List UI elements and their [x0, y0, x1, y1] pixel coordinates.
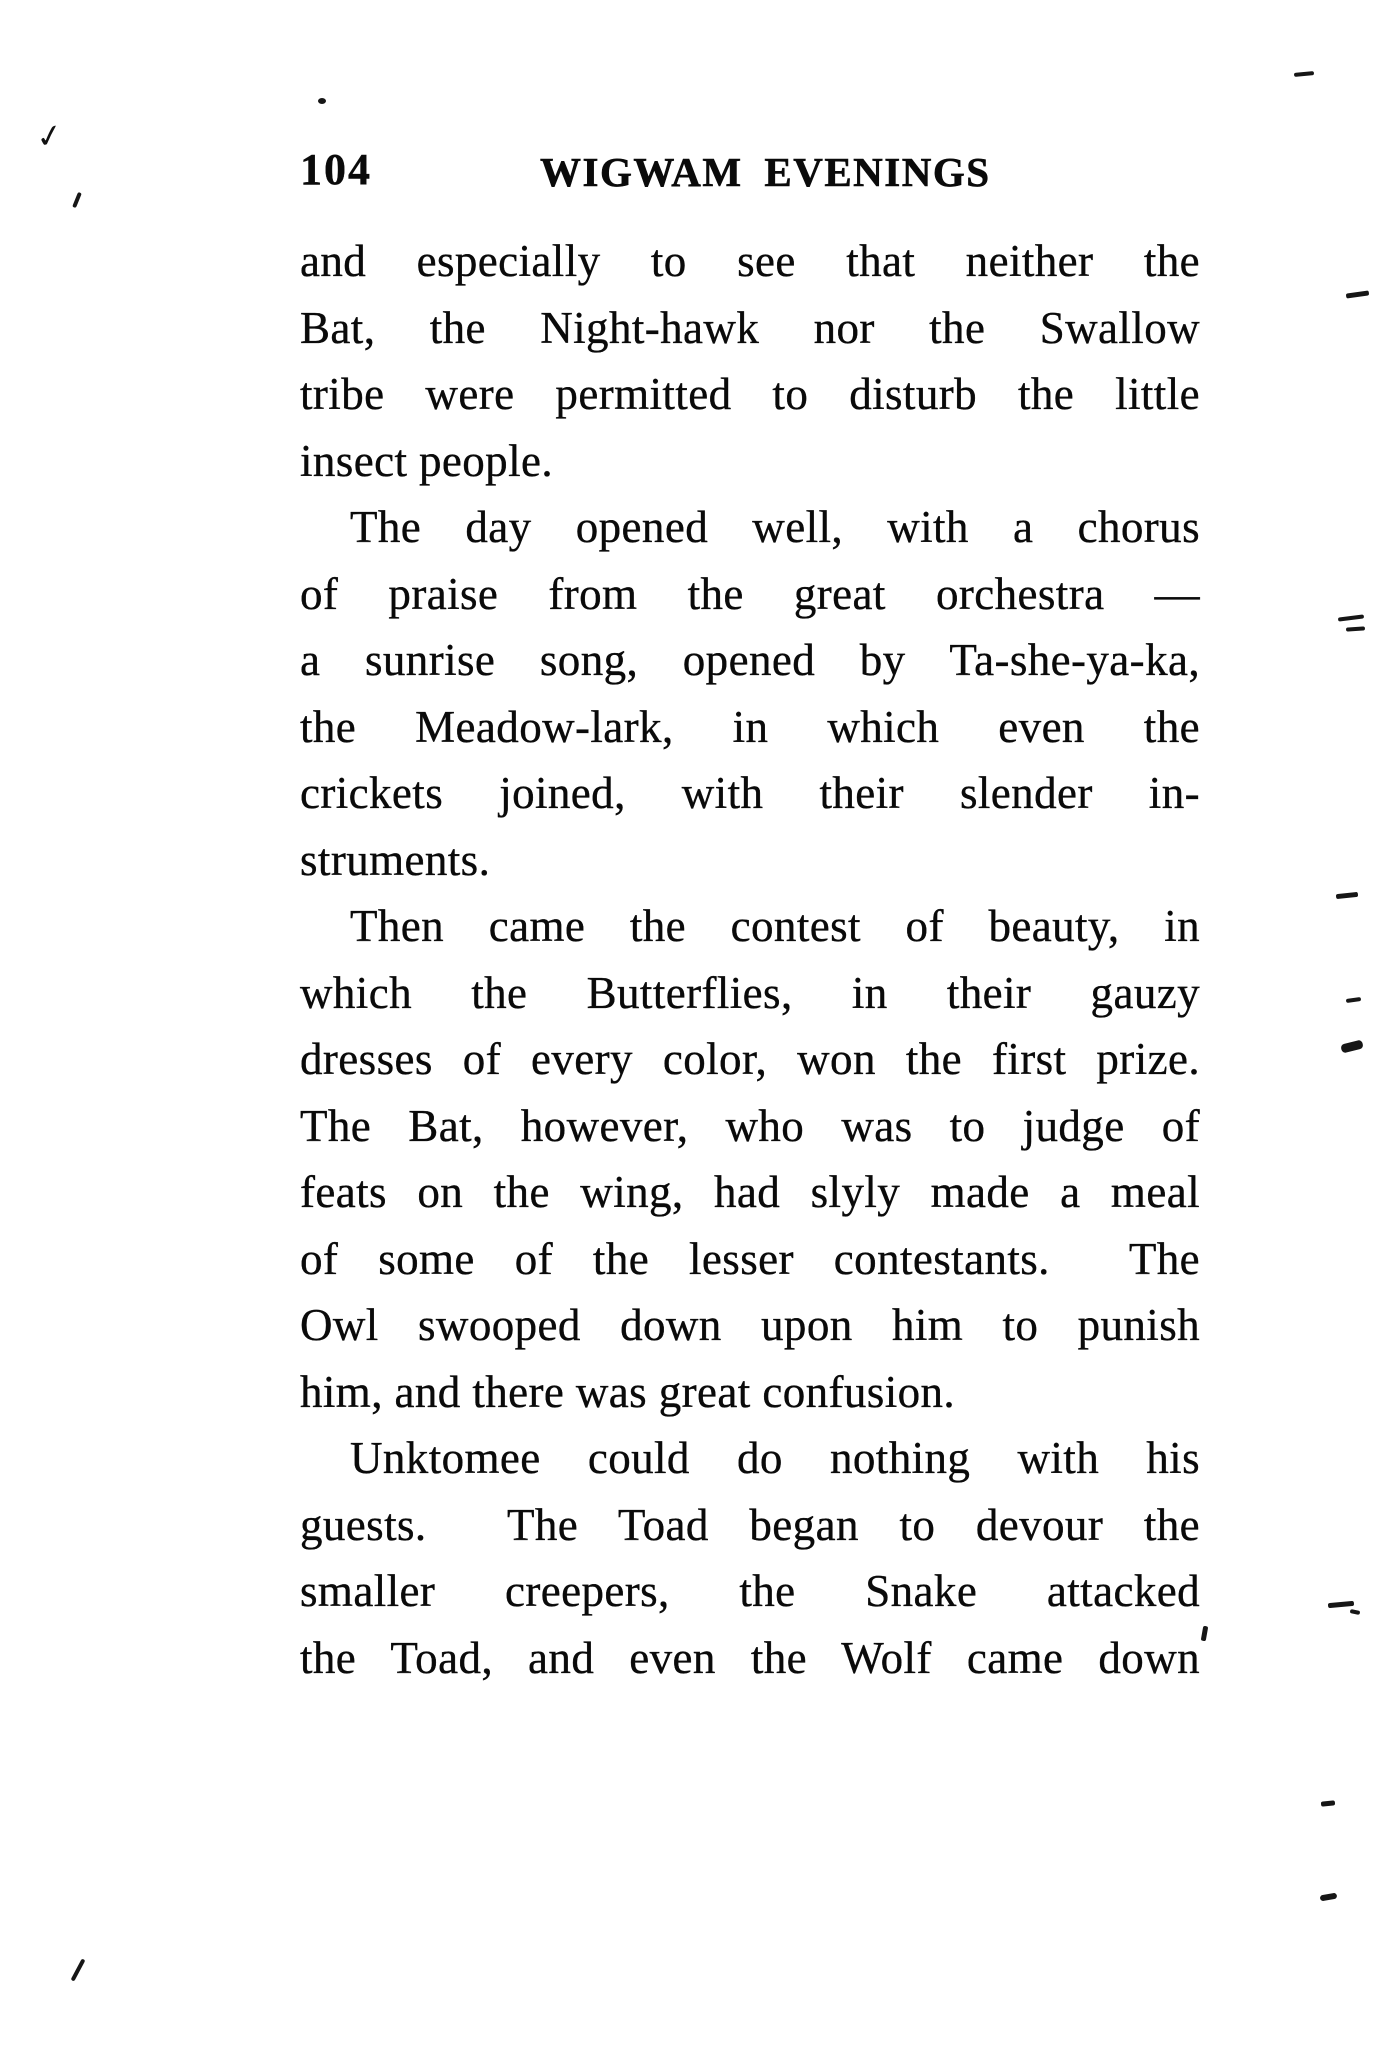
text-line: Then came the contest of beauty, in [350, 901, 1200, 951]
margin-dash [1321, 1800, 1335, 1806]
text-line: Unktomee could do nothing with his [350, 1433, 1200, 1483]
text-line: Bat, the Night-hawk nor the Swallow [300, 302, 1200, 353]
text-line: him, and there was great confusion. [300, 1366, 956, 1417]
ink-speck [71, 1958, 86, 1981]
text-line: of praise from the great orchestra — [300, 568, 1200, 619]
text-line: of some of the lesser contestants. The [300, 1233, 1200, 1284]
text-line: crickets joined, with their slender in- [300, 768, 1200, 818]
pencil-check-mark: ✓ [32, 114, 66, 158]
text-line: dresses of every color, won the first prize. [300, 1034, 1200, 1084]
text-line: The Bat, however, who was to judge of [300, 1100, 1200, 1151]
ink-speck [318, 98, 326, 104]
text-line: struments. [300, 834, 491, 885]
text-line: and especially to see that neither the [300, 236, 1200, 286]
text-line: The day opened well, with a chorus [350, 502, 1200, 552]
text-line: feats on the wing, had slyly made a meal [300, 1167, 1200, 1217]
margin-dash [1320, 1893, 1338, 1902]
running-head-title: WIGWAM EVENINGS [540, 149, 991, 195]
margin-dash [1346, 290, 1369, 298]
text-line: tribe were permitted to disturb the little [300, 369, 1200, 419]
margin-dash [1340, 1039, 1364, 1053]
text-line: the Meadow-lark, in which even the [300, 701, 1200, 752]
text-line: Owl swooped down upon him to punish [300, 1300, 1200, 1350]
margin-dash [1338, 614, 1364, 621]
margin-dash [1346, 997, 1361, 1003]
margin-dash [1328, 1601, 1354, 1608]
margin-dash [1346, 626, 1365, 631]
page-number: 104 [300, 145, 372, 194]
margin-dash [1294, 71, 1314, 77]
margin-dash [1350, 1609, 1361, 1615]
stray-apostrophe [1201, 1626, 1209, 1642]
ink-speck [72, 192, 82, 208]
body-text [300, 228, 1200, 1691]
text-line: which the Butterflies, in their gauzy [300, 967, 1200, 1018]
text-line: the Toad, and even the Wolf came down [300, 1632, 1200, 1683]
text-line: smaller creepers, the Snake attacked [300, 1566, 1200, 1616]
text-line: guests. The Toad began to devour the [300, 1499, 1200, 1550]
margin-dash [1336, 892, 1358, 899]
text-line: a sunrise song, opened by Ta-she-ya-ka, [300, 635, 1200, 685]
text-line: insect people. [300, 435, 554, 486]
